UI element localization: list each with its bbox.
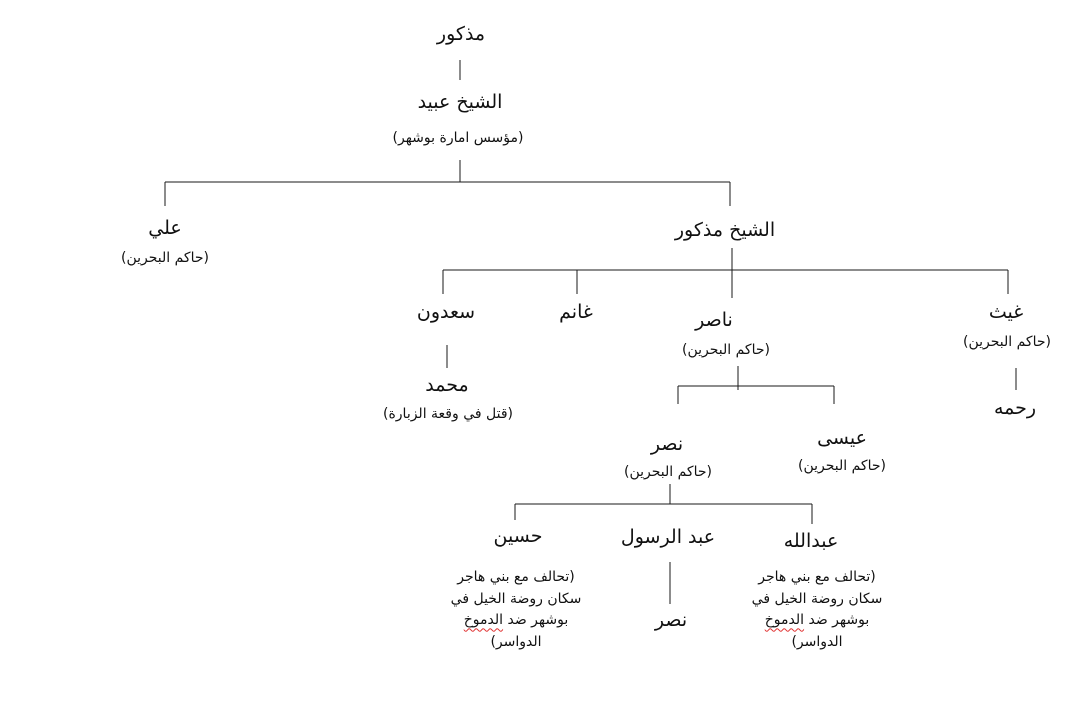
node-isa-name: عيسى [817, 427, 867, 449]
note-fragment: بوشهر ضد [503, 612, 569, 629]
node-isa-title: (حاكم البحرين) [798, 458, 886, 474]
note-line: سكان روضة الخيل في [751, 590, 883, 607]
node-nasr-name: نصر [650, 433, 684, 455]
node-root-name: مذكور [436, 23, 486, 45]
node-husain-note [431, 567, 601, 654]
node-abdulrasul-name: عبد الرسول [620, 526, 716, 548]
note-line [732, 610, 902, 632]
node-husain-name: حسين [493, 525, 543, 547]
node-abdullah-note [732, 567, 902, 654]
spellcheck-word: الدموخ [764, 612, 805, 629]
note-line: (تحالف مع بني هاجر [758, 569, 876, 585]
spellcheck-word: الدموخ [463, 612, 504, 629]
note-line: الدواسر) [490, 634, 542, 651]
node-ali-name: علي [148, 217, 182, 239]
note-line: سكان روضة الخيل في [450, 590, 582, 607]
node-nasr2-name: نصر [654, 609, 688, 631]
note-line: الدواسر) [791, 634, 843, 651]
node-rahma-name: رحمه [993, 397, 1037, 419]
node-muhammad-title: (قتل في وقعة الزبارة) [382, 406, 514, 422]
node-obaid-title: (مؤسس امارة بوشهر) [392, 130, 524, 146]
node-ali-title: (حاكم البحرين) [121, 250, 209, 266]
node-saadun-name: سعدون [416, 301, 476, 323]
note-fragment: بوشهر ضد [804, 612, 870, 629]
node-obaid-name: الشيخ عبيد [417, 91, 503, 113]
note-line: (تحالف مع بني هاجر [457, 569, 575, 585]
node-ghaith-name: غيث [988, 301, 1024, 323]
node-ghaith-title: (حاكم البحرين) [963, 334, 1051, 350]
node-abdullah-name: عبدالله [783, 530, 839, 552]
node-ghanim-name: غانم [559, 301, 593, 323]
node-nasr-title: (حاكم البحرين) [624, 464, 712, 480]
node-madhkur-name: الشيخ مذكور [674, 219, 776, 241]
node-nasir-name: ناصر [695, 309, 733, 331]
node-nasir-title: (حاكم البحرين) [682, 342, 770, 358]
note-line [431, 610, 601, 632]
node-muhammad-name: محمد [425, 374, 469, 396]
